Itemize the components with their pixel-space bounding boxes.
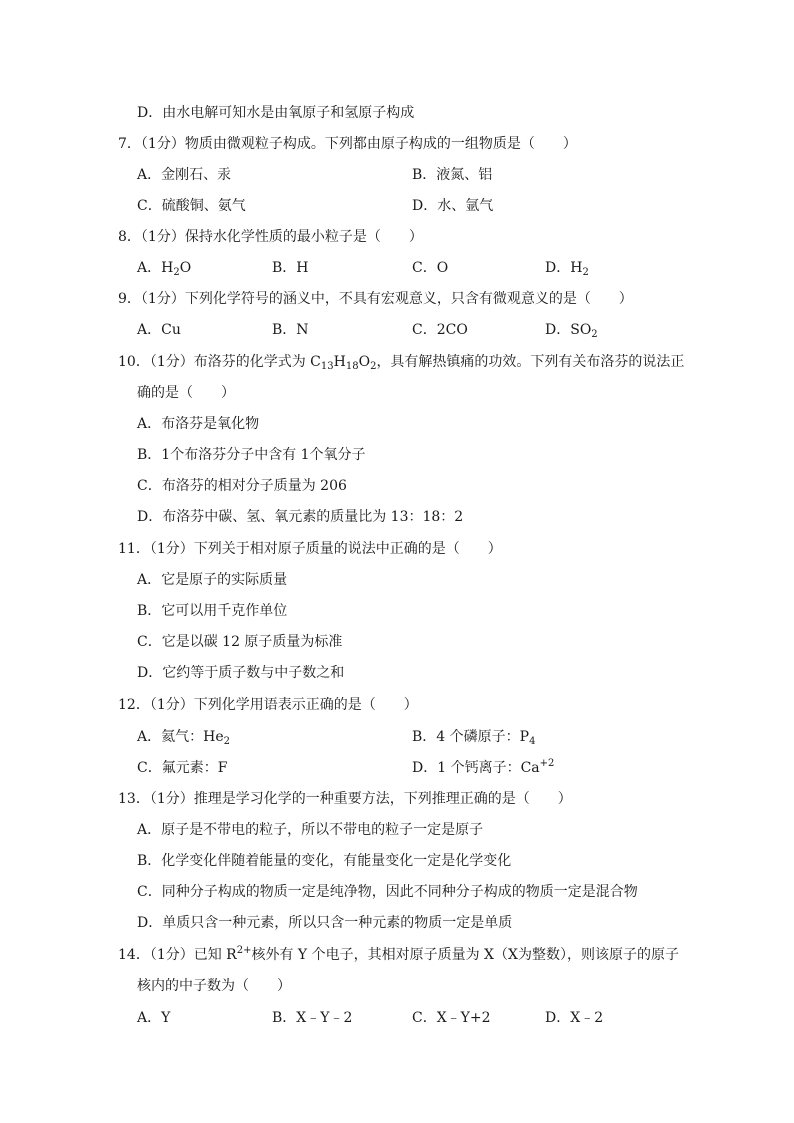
q9-stem: 9．（1分）下列化学符号的涵义中，不具有宏观意义，只含有微观意义的是（ ） [118,291,633,307]
q8-stem: 8．（1分）保持水化学性质的最小粒子是（ ） [118,229,423,245]
q8-option-c: C．O [412,260,449,276]
q14-stem: 14．（1分）已知 $R^{2+}$核外有 Y 个电子，其相对原子质量为 X（X为整数），则该原子的原子 [118,945,679,963]
q13-option-c: C．同种分子构成的物质一定是纯净物，因此不同种分子构成的物质一定是混合物 [137,884,638,900]
q8-option-b: B．H [272,260,309,276]
q14-option-b: B．X﹣Y﹣2 [272,1010,353,1026]
q14-option-c: C．X﹣Y+2 [412,1010,491,1026]
q12-stem: 12．（1分）下列化学用语表示正确的是（ ） [118,697,418,713]
q7-option-c: C．硫酸铜、氨气 [137,198,246,214]
q9-option-a: A．Cu [137,322,181,338]
q14-option-d: D．X﹣2 [545,1010,604,1026]
q8-option-a: A．$H_2O$ [137,260,192,278]
q11-stem: 11．（1分）下列关于相对原子质量的说法中正确的是（ ） [118,541,502,557]
q7-option-d: D．水、氩气 [412,198,494,214]
q10-option-a: A．布洛芬是氧化物 [137,416,260,432]
q11-option-d: D．它约等于质子数与中子数之和 [137,665,345,681]
q12-option-c: C．氟元素：F [137,760,228,776]
q13-option-d: D．单质只含一种元素，所以只含一种元素的物质一定是单质 [137,915,513,931]
q11-option-a: A．它是原子的实际质量 [137,572,288,588]
q10-option-c: C．布洛芬的相对分子质量为 206 [137,478,347,494]
q10-stem: 10．（1分）布洛芬的化学式为 $C_{13}H_{18}O_2$，具有解热镇痛的功效。下列有关布洛芬的说法正 [118,354,685,372]
q11-option-b: B．它可以用千克作单位 [137,603,288,619]
q9-option-c: C．2CO [412,322,468,338]
q13-option-a: A．原子是不带电的粒子，所以不带电的粒子一定是原子 [137,822,484,838]
q11-option-c: C．它是以碳 12 原子质量为标准 [137,634,343,650]
q9-option-b: B．N [272,322,309,338]
q12-option-b: B．4 个磷原子：$P_4$ [412,729,536,747]
q12-option-d: D．1 个钙离子：$Ca^{+2}$ [412,758,555,776]
q7-option-a: A．金刚石、汞 [137,167,232,183]
q13-stem: 13．（1分）推理是学习化学的一种重要方法，下列推理正确的是（ ） [118,791,572,807]
q12-option-a: A．氦气：$He_2$ [137,729,230,747]
q6-option-d: D．由水电解可知水是由氧原子和氢原子构成 [137,105,415,121]
q7-stem: 7．（1分）物质由微观粒子构成。下列都由原子构成的一组物质是（ ） [118,136,577,152]
q9-option-d: D．$SO_2$ [545,322,598,340]
q14-option-a: A．Y [137,1010,171,1026]
q10-stem-line2: 确的是（ ） [137,385,235,401]
q10-option-d: D．布洛芬中碳、氢、氧元素的质量比为 13：18：2 [137,509,464,525]
q8-option-d: D．$H_2$ [545,260,589,278]
q13-option-b: B．化学变化伴随着能量的变化，有能量变化一定是化学变化 [137,853,512,869]
q14-stem-line2: 核内的中子数为（ ） [137,978,291,994]
q7-option-b: B．液氮、铝 [412,167,493,183]
q10-option-b: B．1个布洛芬分子中含有 1个氧分子 [137,447,366,463]
